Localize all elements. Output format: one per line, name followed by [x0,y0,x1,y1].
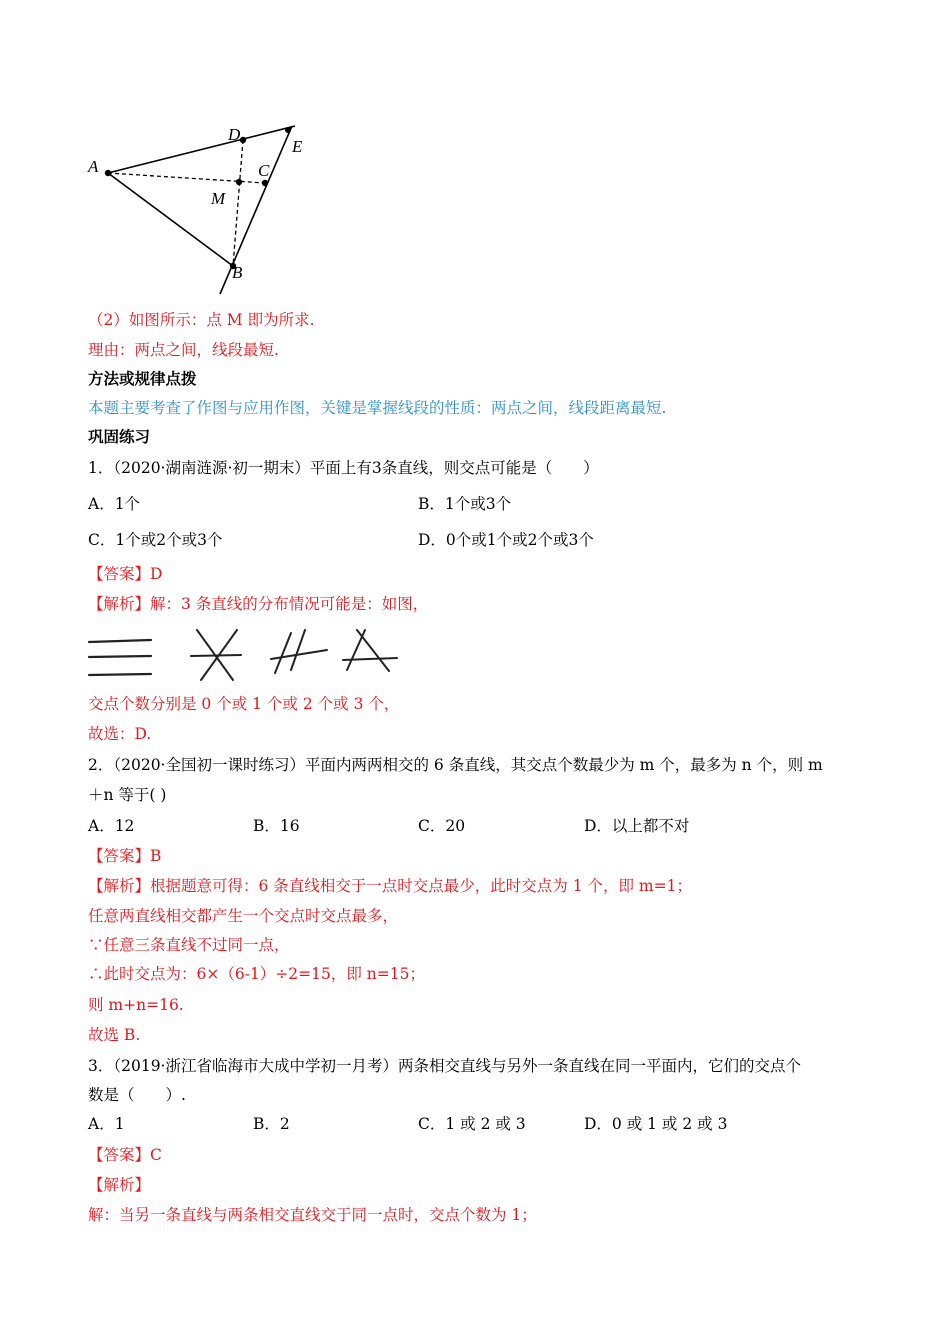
q2-option-a: A．12 [88,817,135,835]
three-parallel-lines [89,640,151,675]
q1-analysis-line1: 交点个数分别是 0 个或 1 个或 2 个或 3 个， [88,695,400,713]
label-B: B [232,263,243,282]
example-answer-2: （2）如图所示：点 M 即为所求. [88,311,315,329]
q3-stem-line1: 3．（2019·浙江省临海市大成中学初一月考）两条相交直线与另外一条直线在同一平面内，它们的交点个 [88,1057,801,1075]
point-A [105,170,111,176]
label-E: E [292,137,303,156]
q2-stem-line2: ＋n 等于( ) [88,786,167,804]
q3-option-a: A．1 [88,1115,125,1133]
q1-option-a: A．1个 [88,495,141,513]
q2-answer: 【答案】B [88,847,162,865]
q1-option-b: B．1个或3个 [418,495,512,513]
q3-stem-line2: 数是（ ）. [88,1086,186,1104]
q3-answer: 【答案】C [88,1146,162,1164]
two-parallel-one-transversal [271,630,327,673]
q3-option-c: C．1 或 2 或 3 [418,1115,526,1133]
q2-analysis-line2: ∵任意三条直线不过同一点， [88,936,290,954]
q2-analysis-line1: 任意两直线相交都产生一个交点时交点最多， [88,907,399,925]
q1-answer: 【答案】D [88,565,163,583]
q3-option-d: D．0 或 1 或 2 或 3 [584,1115,728,1133]
q2-analysis: 【解析】根据题意可得：6 条直线相交于一点时交点最少，此时交点为 1 个，即 m=1； [88,877,692,895]
label-A: A [88,157,99,176]
label-M: M [211,189,226,208]
example-reason: 理由：两点之间，线段最短. [88,341,279,359]
label-C: C [258,161,270,180]
q2-option-d: D．以上都不对 [584,817,690,835]
point-D [240,137,246,143]
q3-analysis: 【解析】 [88,1176,151,1194]
point-M [236,179,242,185]
q3-option-b: B．2 [253,1115,290,1133]
method-text: 本题主要考查了作图与应用作图，关键是掌握线段的性质：两点之间，线段距离最短. [88,399,667,417]
point-C [262,180,268,186]
three-general-lines [343,630,397,671]
q2-option-c: C．20 [418,817,466,835]
q1-stem: 1．（2020·湖南涟源·初一期末）平面上有3条直线，则交点可能是（ ） [88,459,599,477]
dashed-DB [233,140,243,266]
q3-analysis-line1: 解：当另一条直线与两条相交直线交于同一点时，交点个数为 1； [88,1206,537,1224]
point-E-dot [285,127,291,133]
geometry-figure [80,110,340,310]
line-BE [220,126,292,294]
line-AB [108,173,233,266]
q2-stem-line1: 2．（2020·全国初一课时练习）平面内两两相交的 6 条直线，其交点个数最少为 m 个，最多为 n 个，则 m [88,756,823,774]
line-arrangements-figure [85,625,415,685]
q1-analysis: 【解析】解：3 条直线的分布情况可能是：如图， [88,595,429,613]
label-D: D [228,125,241,144]
method-title: 方法或规律点拨 [88,369,197,388]
q2-analysis-line3: ∴此时交点为：6×（6-1）÷2=15，即 n=15； [88,965,425,983]
practice-title: 巩固练习 [88,427,151,446]
q1-option-d: D．0个或1个或2个或3个 [418,531,594,549]
three-concurrent-lines [191,630,241,680]
q2-analysis-line4: 则 m+n=16. [88,996,184,1014]
q2-analysis-line5: 故选 B. [88,1026,141,1044]
q1-analysis-line2: 故选：D. [88,725,152,743]
q1-option-c: C．1个或2个或3个 [88,531,223,549]
q2-option-b: B．16 [253,817,300,835]
